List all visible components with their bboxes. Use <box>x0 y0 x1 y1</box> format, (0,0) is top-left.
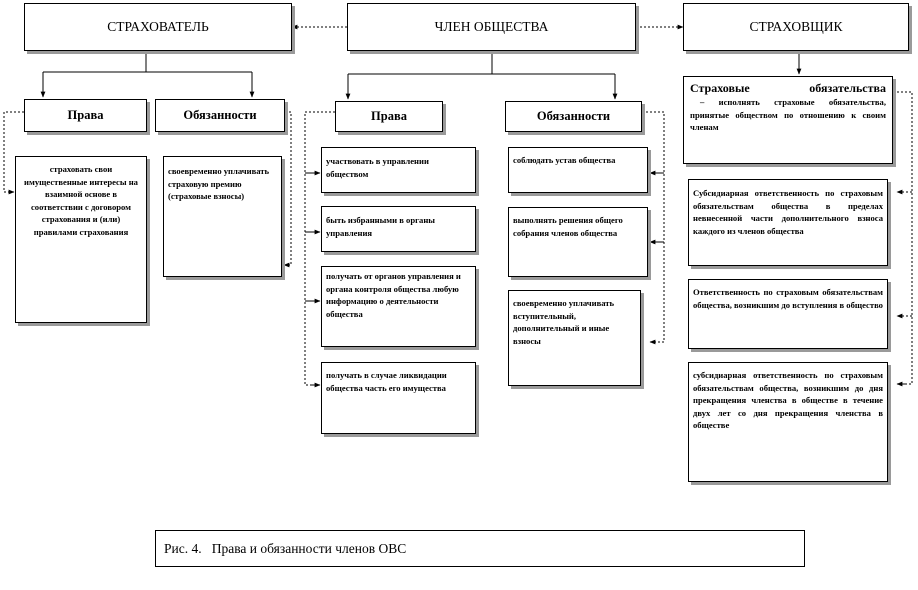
policyholder-rights-text <box>15 156 147 323</box>
policyholder-box <box>24 3 292 51</box>
member-rights-label: Права <box>371 109 407 123</box>
policyholder-duties-header <box>155 99 285 132</box>
insurer-liability-item <box>688 362 888 482</box>
member-right-text: участвовать в управлении обществом <box>326 156 429 179</box>
member-right-item <box>321 362 476 434</box>
member-duty-text: соблюдать устав общества <box>513 155 616 165</box>
policyholder-duties-label: Обязанности <box>183 108 257 122</box>
member-duties-label: Обязанности <box>536 109 611 123</box>
insurer-liability-text: субсидиарная ответственность по страховым обязательствам общества, возникшим до дня прекращения членства в обществе в течение двух лет со дня прекращения членства в обществе <box>693 370 883 431</box>
insurer-obligations-box <box>683 76 893 164</box>
member-box <box>347 3 636 51</box>
member-right-text: быть избранными в органы управления <box>326 215 435 238</box>
insurer-obligations-text: – исполнять страховые обязательства, принятые обществом по отношению к своим членам <box>690 97 886 133</box>
member-right-text: получать от органов управления и органа контроля общества любую информацию о деятельности общества <box>326 271 461 319</box>
member-duties-header <box>505 101 642 132</box>
member-duty-item <box>508 147 648 193</box>
policyholder-title: СТРАХОВАТЕЛЬ <box>107 19 209 34</box>
insurer-liability-text: Ответственность по страховым обязательствам общества, возникшим до вступления в общество <box>693 287 883 310</box>
insurer-box <box>683 3 909 51</box>
member-rights-header <box>335 101 443 132</box>
member-duty-item <box>508 290 641 386</box>
member-right-item <box>321 147 476 193</box>
policyholder-rights-label: Права <box>67 108 104 122</box>
insurer-obligations-heading: Страховые обязательства <box>690 81 886 95</box>
policyholder-duties-content: своевременно уплачивать страховую премию (страховые взносы) <box>168 166 270 202</box>
policyholder-duties-text <box>163 156 282 277</box>
member-duty-text: выполнять решения общего собрания членов общества <box>513 215 623 238</box>
member-right-item <box>321 266 476 347</box>
insurer-title: СТРАХОВЩИК <box>749 19 843 34</box>
member-title: ЧЛЕН ОБЩЕСТВА <box>434 19 549 34</box>
insurer-liability-item <box>688 179 888 266</box>
member-right-item <box>321 206 476 252</box>
member-right-text: получать в случае ликвидации общества часть его имущества <box>326 370 447 393</box>
figure-caption <box>155 530 805 567</box>
figure-caption-text: Рис. 4. Права и обязанности членов ОВС <box>164 540 407 556</box>
insurer-liability-text: Субсидиарная ответственность по страховым обязательствам общества в пределах невнесенной части дополнительного взноса каждого из членов общества <box>693 188 883 236</box>
member-duty-text: своевременно уплачивать вступительный, дополнительный и иные взносы <box>513 298 615 346</box>
policyholder-rights-content: страховать свои имущественные интересы на взаимной основе в соответствии с договором страхования и (или) правилами страхования <box>24 164 138 237</box>
member-duty-item <box>508 207 648 277</box>
insurer-liability-item <box>688 279 888 349</box>
policyholder-rights-header <box>24 99 147 132</box>
